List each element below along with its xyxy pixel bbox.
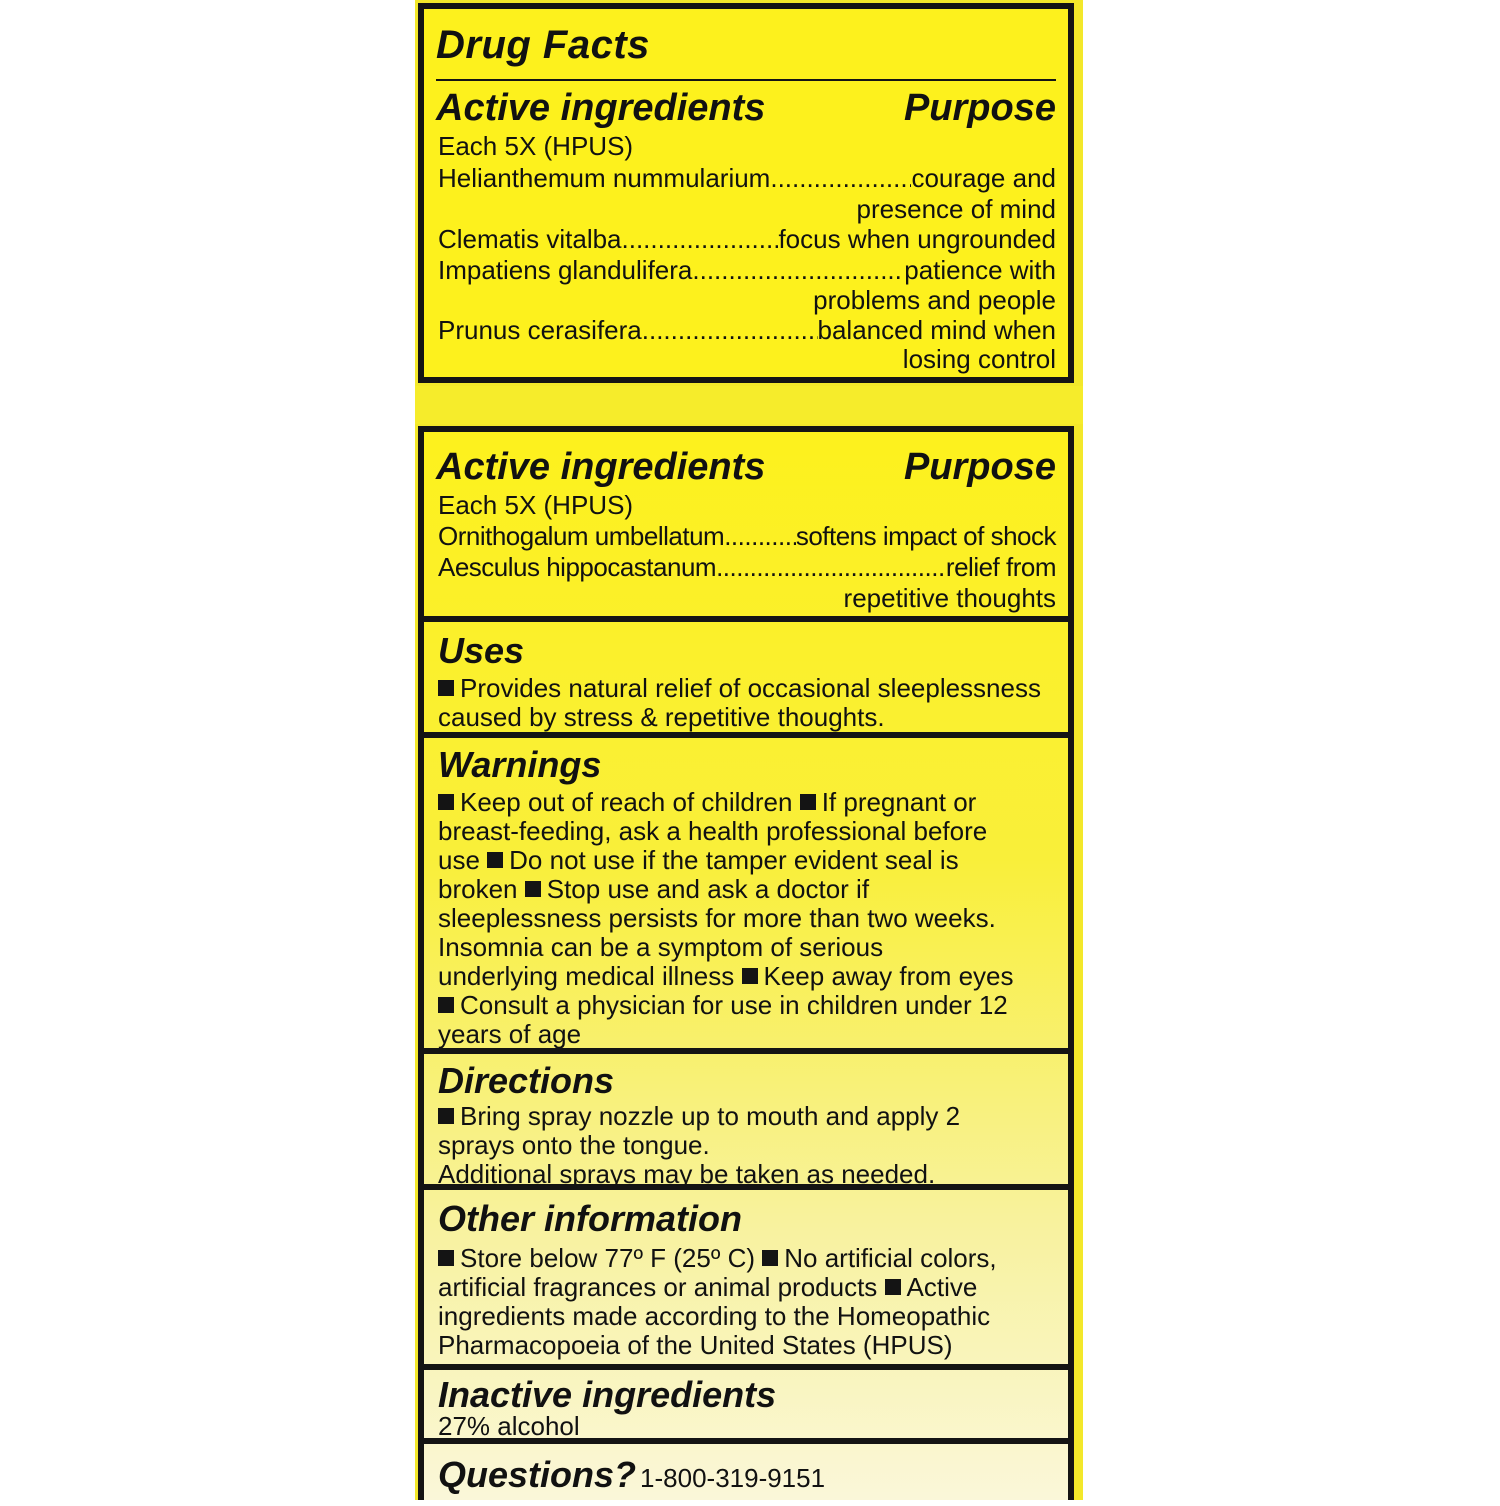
other-information-section [424,1184,1068,1366]
phone-number: 1-800-319-9151 [640,1463,826,1493]
directions-section [424,1048,1068,1189]
drug-facts-title: Drug Facts [436,23,650,67]
other-information-heading: Other information [438,1198,742,1239]
warning-text: Consult a physician for use in children under 12 [460,990,1008,1020]
bullet-square-icon [742,968,758,984]
other-info-text: Pharmacopoeia of the United States (HPUS) [438,1330,953,1360]
purpose-heading: Purpose [903,446,1056,488]
ingredient-name: Impatiens glandulifera [438,255,693,285]
ingredient-name: Helianthemum nummularium [438,163,771,193]
directions-line: Additional sprays may be taken as needed. [438,1159,936,1189]
bullet-square-icon [800,794,816,810]
ingredient-row [438,552,1056,582]
drug-facts-label [415,0,1083,1500]
ingredient-name: Aesculus hippocastanum [438,552,717,582]
ingredient-purpose: balanced mind when [817,315,1056,345]
bullet-square-icon [487,852,503,868]
warning-text: Keep out of reach of children [460,787,793,817]
uses-line: caused by stress & repetitive thoughts. [438,702,885,732]
uses-text [438,674,1060,732]
drug-facts-top-panel [418,3,1074,383]
questions-label: Questions? [438,1454,637,1495]
other-info-text: ingredients made according to the Homeopathic [438,1301,991,1331]
ingredient-row [438,224,1056,254]
leader-dots [716,552,946,582]
warning-text: Keep away from eyes [763,961,1014,991]
ingredient-row [438,315,1056,345]
bullet-square-icon [762,1250,778,1266]
each-dilution: Each 5X (HPUS) [438,131,634,161]
ingredient-name: Prunus cerasifera [438,315,642,345]
box-fold [415,386,1083,424]
other-information-text [438,1244,1060,1360]
ingredient-purpose: courage and [911,163,1056,193]
warnings-heading: Warnings [438,744,602,785]
purpose-heading: Purpose [903,87,1056,129]
ingredient-purpose-cont: presence of mind [856,194,1056,224]
ingredient-purpose-cont: problems and people [813,285,1056,315]
bullet-square-icon [525,881,541,897]
ingredient-purpose: softens impact of shock [795,521,1056,551]
warning-text: Insomnia can be a symptom of serious [438,932,884,962]
warning-text: Do not use if the tamper evident seal is [509,845,959,875]
uses-heading: Uses [438,630,525,671]
uses-line: Provides natural relief of occasional sleeplessness [460,673,1041,703]
warning-text: breast-feeding, ask a health professional before [438,816,988,846]
directions-text [438,1102,1060,1189]
ingredient-purpose: relief from [945,552,1056,582]
bullet-square-icon [438,1108,454,1124]
bullet-square-icon [438,794,454,810]
warning-text: sleeplessness persists for more than two weeks. [438,903,996,933]
inactive-ingredients-heading: Inactive ingredients [438,1374,777,1415]
ingredient-row [438,521,1056,551]
ingredient-name: Ornithogalum umbellatum [438,521,725,551]
inactive-ingredients-section [424,1364,1068,1440]
ingredient-row [438,163,1056,193]
other-info-text: Store below 77º F (25º C) [460,1243,756,1273]
title-rule [436,79,1056,81]
active-purpose-header [436,446,1056,489]
each-dilution: Each 5X (HPUS) [438,490,634,520]
ingredient-row [438,255,1056,285]
warning-text: If pregnant or [821,787,977,817]
leader-dots [622,224,779,254]
warnings-text [438,788,1060,1049]
ingredient-purpose-cont: repetitive thoughts [843,583,1056,613]
directions-line: sprays onto the tongue. [438,1130,710,1160]
ingredient-name: Clematis vitalba [438,224,622,254]
warnings-section [424,732,1068,1049]
warning-text: underlying medical illness [438,961,735,991]
other-info-text: artificial fragrances or animal products [438,1272,878,1302]
warning-text: broken [438,874,518,904]
other-info-text: No artificial colors, [784,1243,997,1273]
warning-text: use [438,845,480,875]
warning-text: years of age [438,1019,582,1049]
drug-facts-bottom-panel [418,426,1074,1500]
bullet-square-icon [438,997,454,1013]
inactive-ingredients-text: 27% alcohol [438,1411,580,1441]
active-ingredients-heading: Active ingredients [436,87,766,129]
questions-section [424,1438,1068,1506]
leader-dots [770,163,911,193]
active-purpose-header [436,87,1056,130]
other-info-text: Active [906,1272,978,1302]
active-ingredients-heading: Active ingredients [436,446,766,488]
bullet-square-icon [438,680,454,696]
ingredient-purpose: patience with [904,255,1056,285]
questions-line [438,1454,825,1496]
bullet-square-icon [438,1250,454,1266]
bullet-square-icon [885,1279,901,1295]
uses-section [424,616,1068,732]
leader-dots [642,315,818,345]
directions-heading: Directions [438,1060,615,1101]
leader-dots [692,255,904,285]
leader-dots [724,521,796,551]
ingredient-purpose-cont: losing control [902,344,1056,374]
directions-line: Bring spray nozzle up to mouth and apply 2 [460,1101,961,1131]
ingredient-purpose: focus when ungrounded [778,224,1056,254]
warning-text: Stop use and ask a doctor if [546,874,870,904]
